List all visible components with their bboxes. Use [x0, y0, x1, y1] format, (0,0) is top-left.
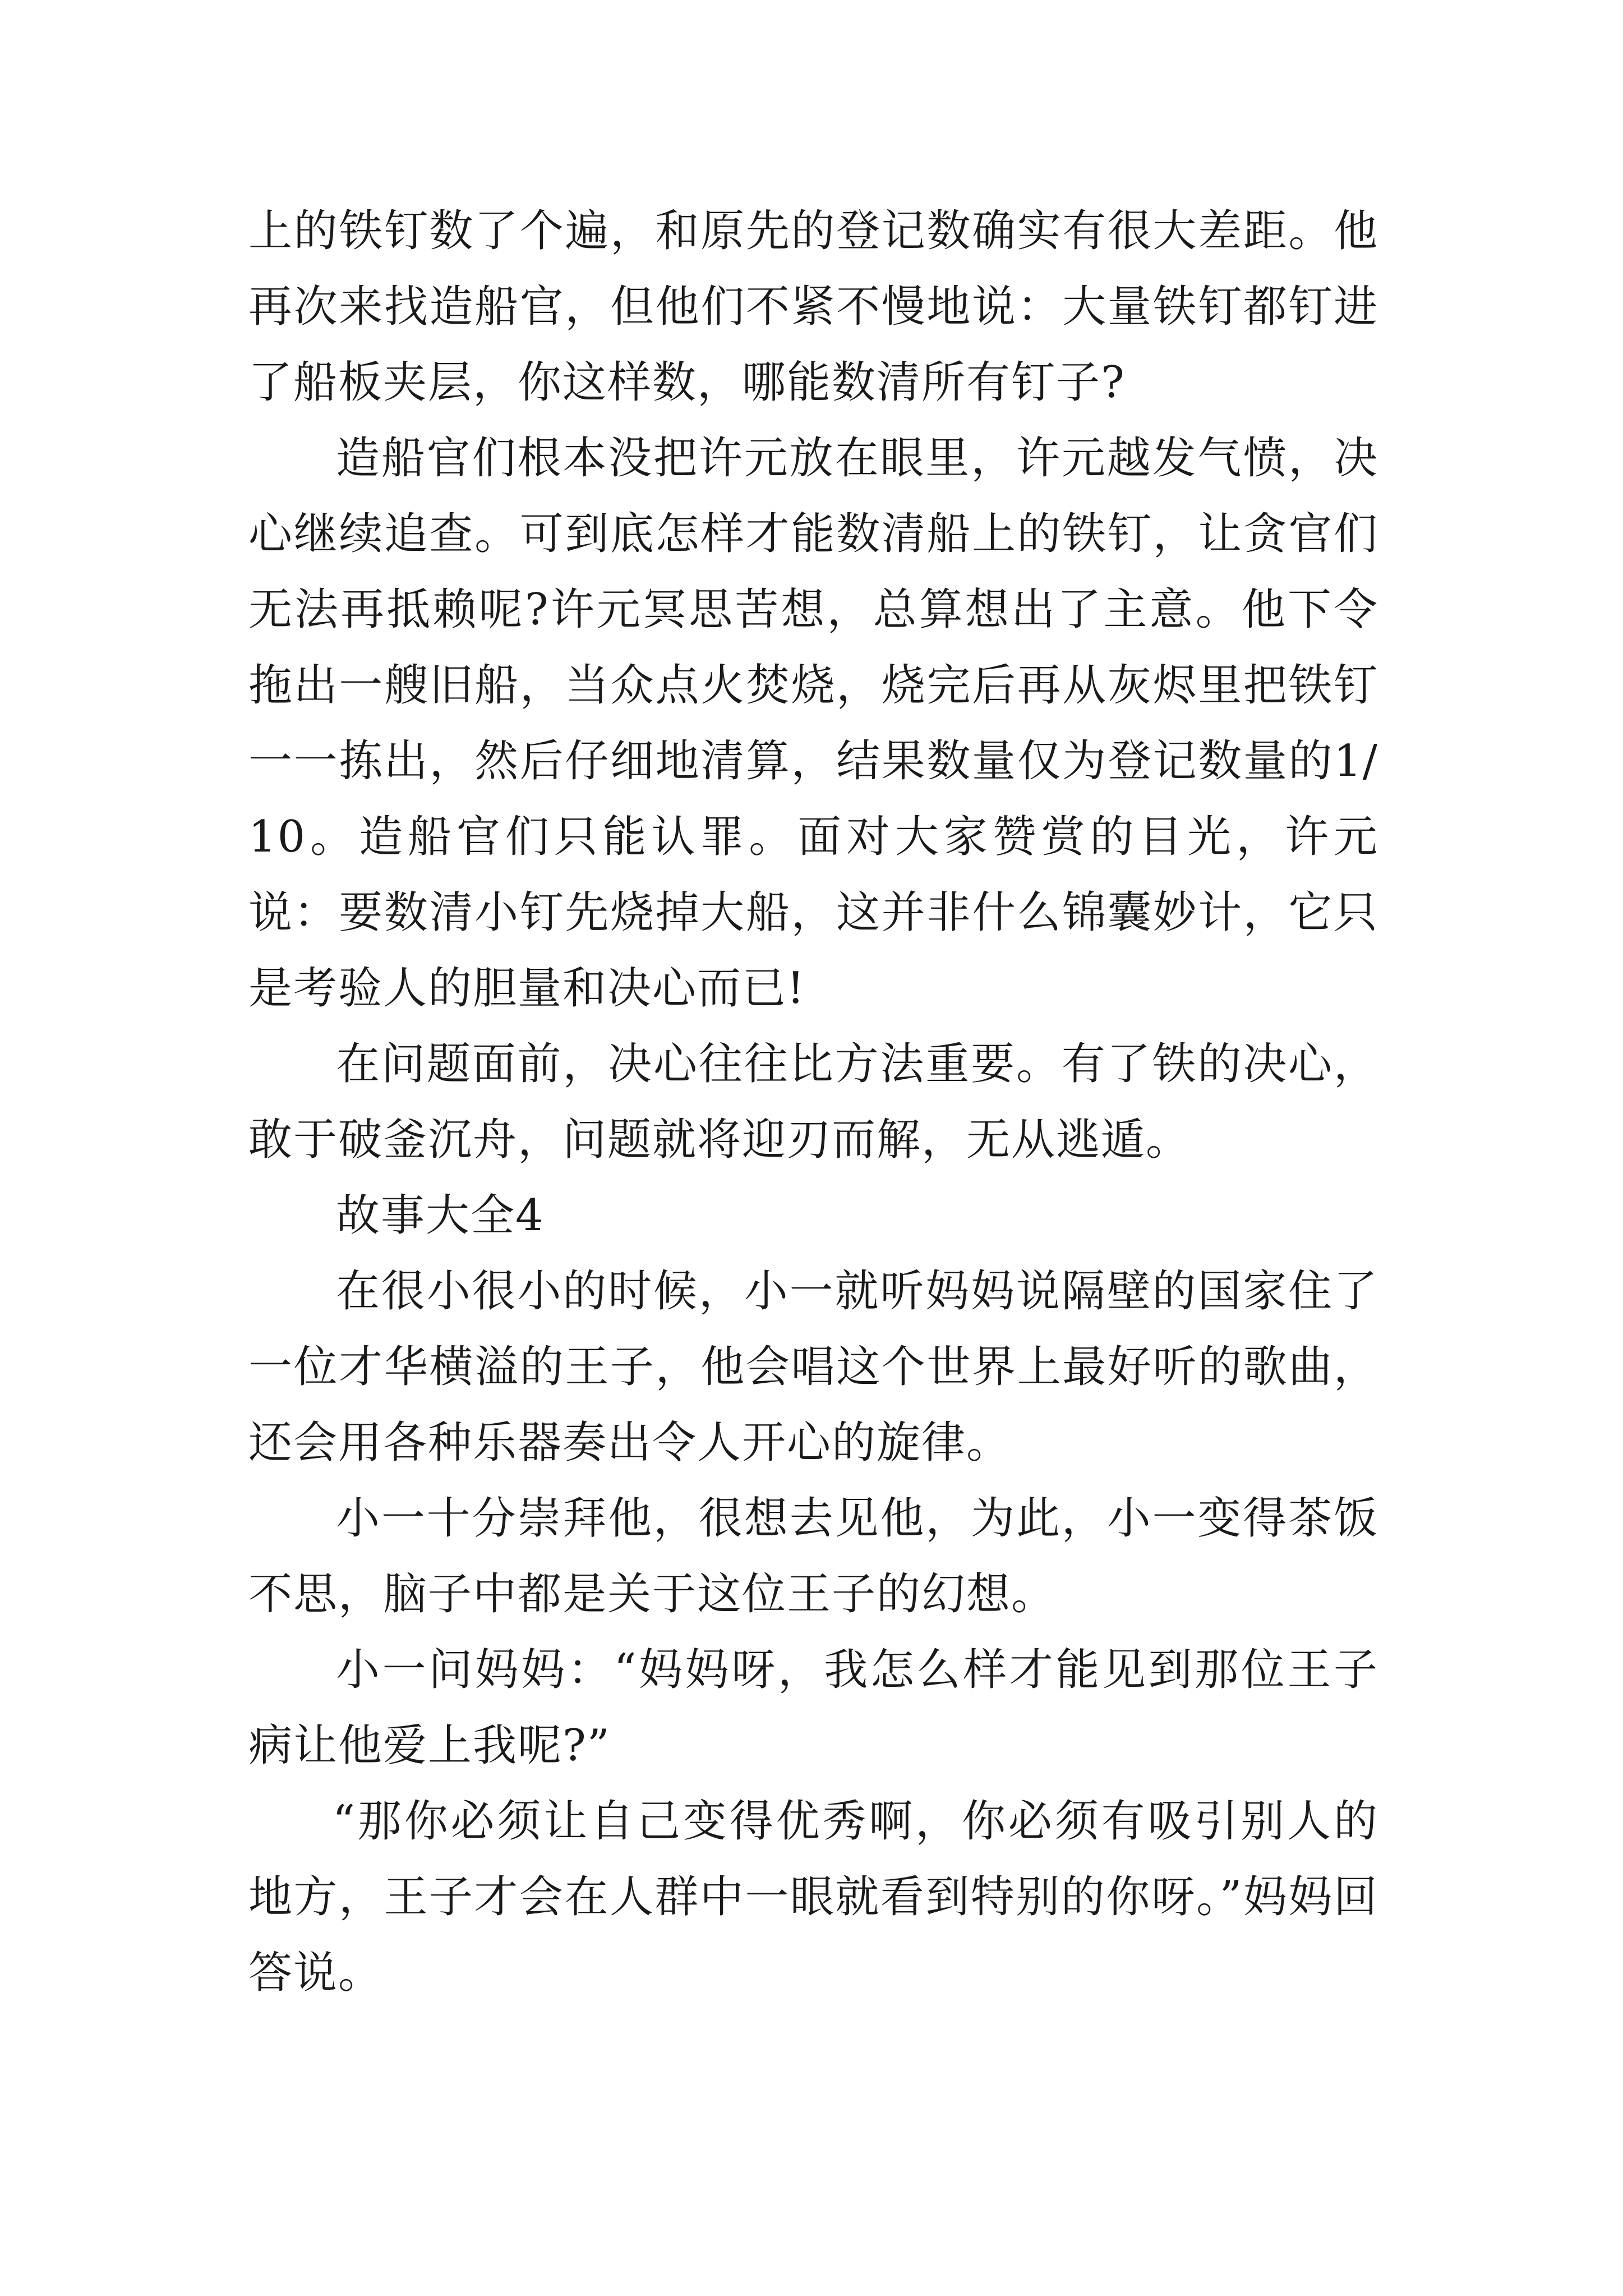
- paragraph: 小一问妈妈：“妈妈呀，我怎么样才能见到那位王子病让他爱上我呢?”: [248, 1645, 1378, 1771]
- document-body: [248, 194, 1378, 2011]
- paragraph: 小一十分崇拜他，很想去见他，为此，小一变得茶饭不思，脑子中都是关于这位王子的幻想。: [248, 1493, 1378, 1619]
- paragraph: 在问题面前，决心往往比方法重要。有了铁的决心，敢于破釜沉舟，问题就将迎刃而解，无从逃遁。: [248, 1039, 1378, 1165]
- paragraph: 在很小很小的时候，小一就听妈妈说隔壁的国家住了一位才华横溢的王子，他会唱这个世界上最好听的歌曲，还会用各种乐器奏出令人开心的旋律。: [248, 1266, 1378, 1468]
- paragraph: 造船官们根本没把许元放在眼里，许元越发气愤，决心继续追查。可到底怎样才能数清船上的铁钉，让贪官们无法再抵赖呢?许元冥思苦想，总算想出了主意。他下令拖出一艘旧船，当众点火焚烧，烧完后再从灰烬里把铁钉一一拣出，然后仔细地清算，结果数量仅为登记数量的1/10。造船官们只能认罪。面对大家赞赏的目光，许元说：要数清小钉先烧掉大船，这并非什么锦囊妙计，它只是考验人的胆量和决心而已!: [248, 433, 1378, 1014]
- paragraph: “那你必须让自己变得优秀啊，你必须有吸引别人的地方，王子才会在人群中一眼就看到特别的你呀。”妈妈回答说。: [248, 1796, 1378, 1998]
- section-heading: 故事大全4: [336, 1190, 545, 1241]
- paragraph: 上的铁钉数了个遍，和原先的登记数确实有很大差距。他再次来找造船官，但他们不紧不慢地说：大量铁钉都钉进了船板夹层，你这样数，哪能数清所有钉子?: [248, 206, 1378, 408]
